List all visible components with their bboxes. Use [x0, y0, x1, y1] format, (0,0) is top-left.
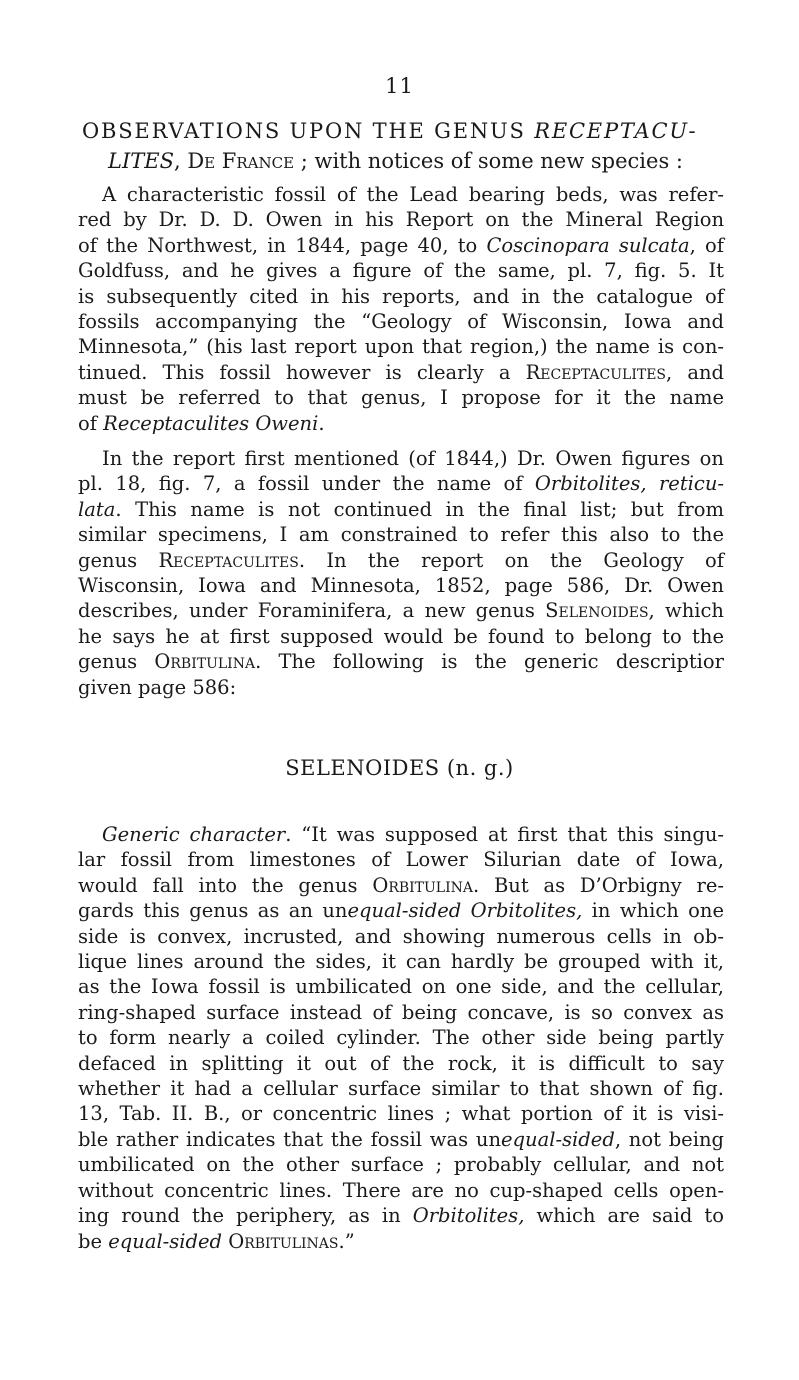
paragraph-line: is subsequently cited in his reports, and in the catalogue of — [78, 284, 724, 308]
paragraph-3 — [78, 822, 724, 1254]
heading-author: De France — [187, 149, 295, 173]
paragraph-line: defaced in splitting it out of the rock, it is difficult to say — [78, 1051, 724, 1075]
paragraph-line: given page 586: — [78, 675, 237, 699]
paragraph-line: tinued. This fossil however is clearly a Receptaculites, and — [78, 360, 724, 384]
paragraph-line: Wisconsin, Iowa and Minnesota, 1852, page 586, Dr. Owen — [78, 574, 724, 598]
paragraph-line: whether it had a cellular surface similar to that shown of fig. — [78, 1077, 724, 1101]
heading-line-2 — [82, 146, 722, 176]
paragraph-line: red by Dr. D. D. Owen in his Report on the Mineral Region — [78, 208, 724, 232]
paragraph-line: fossils accompanying the “Geology of Wisconsin, Iowa and — [78, 310, 724, 334]
section-subheading: SELENOIDES (n. g.) — [285, 756, 514, 780]
paragraph-2 — [78, 446, 724, 700]
paragraph-line: umbilicated on the other surface ; probably cellular, and not — [78, 1153, 724, 1177]
paragraph-line: to form nearly a coiled cylinder. The other side being partly — [78, 1026, 724, 1050]
paragraph-line: ble rather indicates that the fossil was unequal-sided, not being — [78, 1127, 724, 1151]
paragraph-1 — [78, 182, 724, 436]
paragraph-line: A characteristic fossil of the Lead bearing beds, was refer- — [102, 183, 724, 206]
page-number: 11 — [385, 74, 414, 98]
paragraph-line: would fall into the genus Orbitulina. But as D’Orbigny re- — [78, 873, 724, 897]
paragraph-line: describes, under Foraminifera, a new genus Selenoides, which — [78, 599, 724, 623]
heading-caps: OBSERVATIONS UPON THE GENUS — [82, 119, 535, 143]
paragraph-line: similar specimens, I am constrained to refer this also to the — [78, 523, 724, 547]
heading-comma: , — [173, 149, 188, 173]
paragraph-line: of Receptaculites Oweni. — [78, 411, 325, 435]
heading-rest: ; with notices of some new species : — [294, 149, 683, 173]
paragraph-line: lata. This name is not continued in the final list; but from — [78, 497, 724, 521]
paragraph-line: In the report first mentioned (of 1844,) Dr. Owen figures on — [102, 447, 724, 470]
paragraph-line: without concentric lines. There are no cup-shaped cells open- — [78, 1178, 724, 1202]
paragraph-line: genus Receptaculites. In the report on the Geology of — [78, 548, 724, 572]
paragraph-line: ing round the periphery, as in Orbitolites, which are said to — [78, 1204, 724, 1228]
article-heading — [82, 116, 722, 176]
paragraph-line: must be referred to that genus, I propose for it the name — [78, 386, 724, 410]
paragraph-line: Generic character. “It was supposed at first that this singu- — [102, 823, 724, 846]
paragraph-line: 13, Tab. II. B., or concentric lines ; what portion of it is visi- — [78, 1102, 724, 1126]
paragraph-line: lar fossil from limestones of Lower Silurian date of Iowa, — [78, 848, 724, 872]
paragraph-line: gards this genus as an unequal-sided Orbitolites, in which one — [78, 899, 725, 923]
paragraph-line: of the Northwest, in 1844, page 40, to Coscinopara sulcata, of — [78, 233, 724, 257]
paragraph-line: as the Iowa fossil is umbilicated on one side, and the cellular, — [78, 975, 724, 999]
paragraph-line: Minnesota,” (his last report upon that region,) the name is con- — [78, 335, 724, 359]
paragraph-line: be equal-sided Orbitulinas.” — [78, 1229, 355, 1253]
paragraph-line: he says he at first supposed would be found to belong to the — [78, 624, 724, 648]
paragraph-line: ring-shaped surface instead of being concave, is so convex as — [78, 1000, 724, 1024]
heading-genus-part2: LITES — [108, 149, 174, 173]
paragraph-line: Goldfuss, and he gives a figure of the same, pl. 7, fig. 5. It — [78, 259, 724, 283]
paragraph-line: pl. 18, fig. 7, a fossil under the name of Orbitolites, reticu- — [78, 472, 724, 496]
paragraph-line: lique lines around the sides, it can hardly be grouped with it, — [78, 950, 724, 974]
paragraph-line: side is convex, incrusted, and showing numerous cells in ob- — [78, 924, 724, 948]
heading-genus-part1: RECEPTACU- — [534, 119, 698, 143]
paragraph-line: genus Orbitulina. The following is the generic descriptior — [78, 650, 724, 674]
